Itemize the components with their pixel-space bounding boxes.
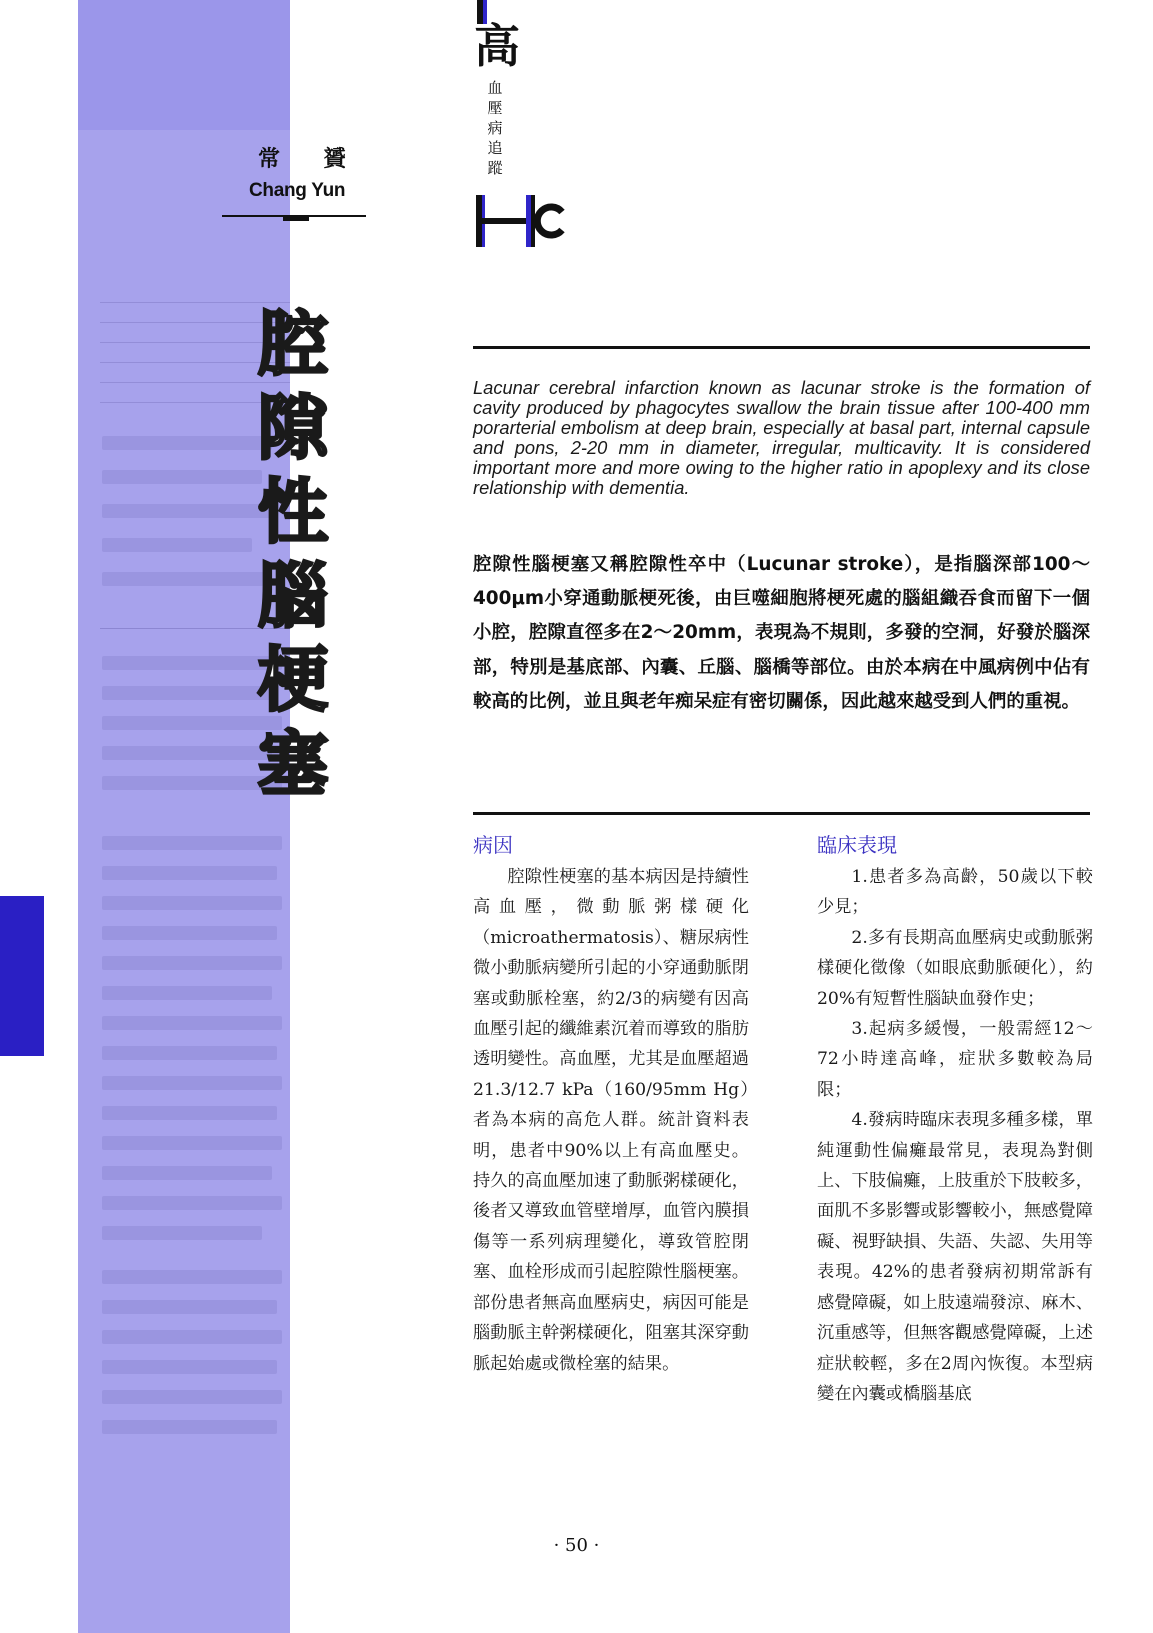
- column-logo-glyph: 高: [474, 19, 520, 73]
- column-logo-char: 壓: [487, 99, 503, 117]
- top-divider: [473, 346, 1090, 349]
- author-divider-notch: [283, 216, 309, 221]
- section-divider: [473, 812, 1090, 815]
- clinical-item: 4.發病時臨床表現多種多樣，單純運動性偏癱最常見，表現為對側上、下肢偏癱，上肢重於下肢較多，面肌不多影響或影響較小，無感覺障礙、視野缺損、失語、失認、失用等表現。42%的患者發病初期常訴有感覺障礙，如上肢遠端發涼、麻木、沉重感等，但無客觀感覺障礙，上述症狀較輕，多在2周內恢復。本型病變在內囊或橋腦基底: [817, 1110, 1093, 1404]
- author-name-english: Chang Yun: [249, 180, 346, 201]
- author-name-chinese: 常 贇: [258, 147, 364, 172]
- title-char: 腦: [258, 555, 328, 637]
- article-title: [255, 302, 331, 806]
- section-heading-cause: 病因: [473, 833, 513, 857]
- decorative-band: [78, 0, 290, 1633]
- section-tab-marker: [0, 896, 44, 1056]
- page-number: · 50 ·: [553, 1535, 600, 1556]
- section-body-cause: 腔隙性梗塞的基本病因是持續性高血壓，微動脈粥樣硬化（microathermatosis）、糖尿病性微小動脈病變所引起的小穿通動脈閉塞或動脈栓塞，約2/3的病變有因高血壓引起的纖維素沉着而導致的脂肪透明變性。高血壓，尤其是血壓超過21.3/12.7 kPa（160/95mm Hg）者為本病的高危人群。統計資料表明，患者中90%以上有高血壓史。持久的高血壓加速了動脈粥樣硬化，後者又導致血管壁增厚，血管內膜損傷等一系列病理變化，導致管腔閉塞、血栓形成而引起腔隙性腦梗塞。部份患者無高血壓病史，病因可能是腦動脈主幹粥樣硬化，阻塞其深穿動脈起始處或微栓塞的結果。: [473, 867, 749, 1374]
- column-logo-char: 病: [487, 119, 503, 137]
- title-char: 性: [258, 471, 328, 553]
- clinical-item: 3.起病多緩慢，一般需經12〜72小時達高峰，症狀多數較為局限；: [817, 1019, 1093, 1100]
- column-logo-hc-mark: [476, 195, 566, 247]
- title-char: 塞: [258, 723, 328, 805]
- clinical-item: 2.多有長期高血壓病史或動脈粥樣硬化徵像（如眼底動脈硬化），約20%有短暫性腦缺血發作史；: [817, 927, 1093, 1009]
- title-char: 梗: [258, 639, 328, 721]
- clinical-item: 1.患者多為高齡，50歲以下較少見；: [817, 867, 1093, 918]
- section-heading-clinical: 臨床表現: [817, 833, 897, 857]
- column-logo-caption: [485, 78, 505, 178]
- title-char: 隙: [258, 387, 328, 469]
- column-logo-char: 蹤: [487, 159, 503, 177]
- column-logo-char: 追: [487, 139, 503, 157]
- english-abstract: Lacunar cerebral infarction known as lacunar stroke is the formation of cavity produced by phagocytes swallow the brain tissue after 100-400 mm porarterial embolism at deep brain, especially at basal part, internal capsule and pons, 2-20 mm in diameter, irregular, multicavity. It is considered important more and more owing to the higher ratio in apoplexy and its close relationship with dementia.: [473, 377, 1090, 498]
- title-char: 腔: [258, 303, 328, 385]
- section-body-clinical: [817, 862, 1093, 1409]
- decorative-band-top: [78, 0, 290, 130]
- lead-paragraph: 腔隙性腦梗塞又稱腔隙性卒中（Lucunar stroke），是指腦深部100〜400μm小穿通動脈梗死後，由巨噬細胞將梗死處的腦組織吞食而留下一個小腔，腔隙直徑多在2〜20mm，表現為不規則，多發的空洞，好發於腦深部，特別是基底部、內囊、丘腦、腦橋等部位。由於本病在中風病例中佔有較高的比例，並且與老年痴呆症有密切關係，因此越來越受到人們的重視。: [473, 554, 1090, 712]
- column-logo-char: 血: [487, 79, 503, 97]
